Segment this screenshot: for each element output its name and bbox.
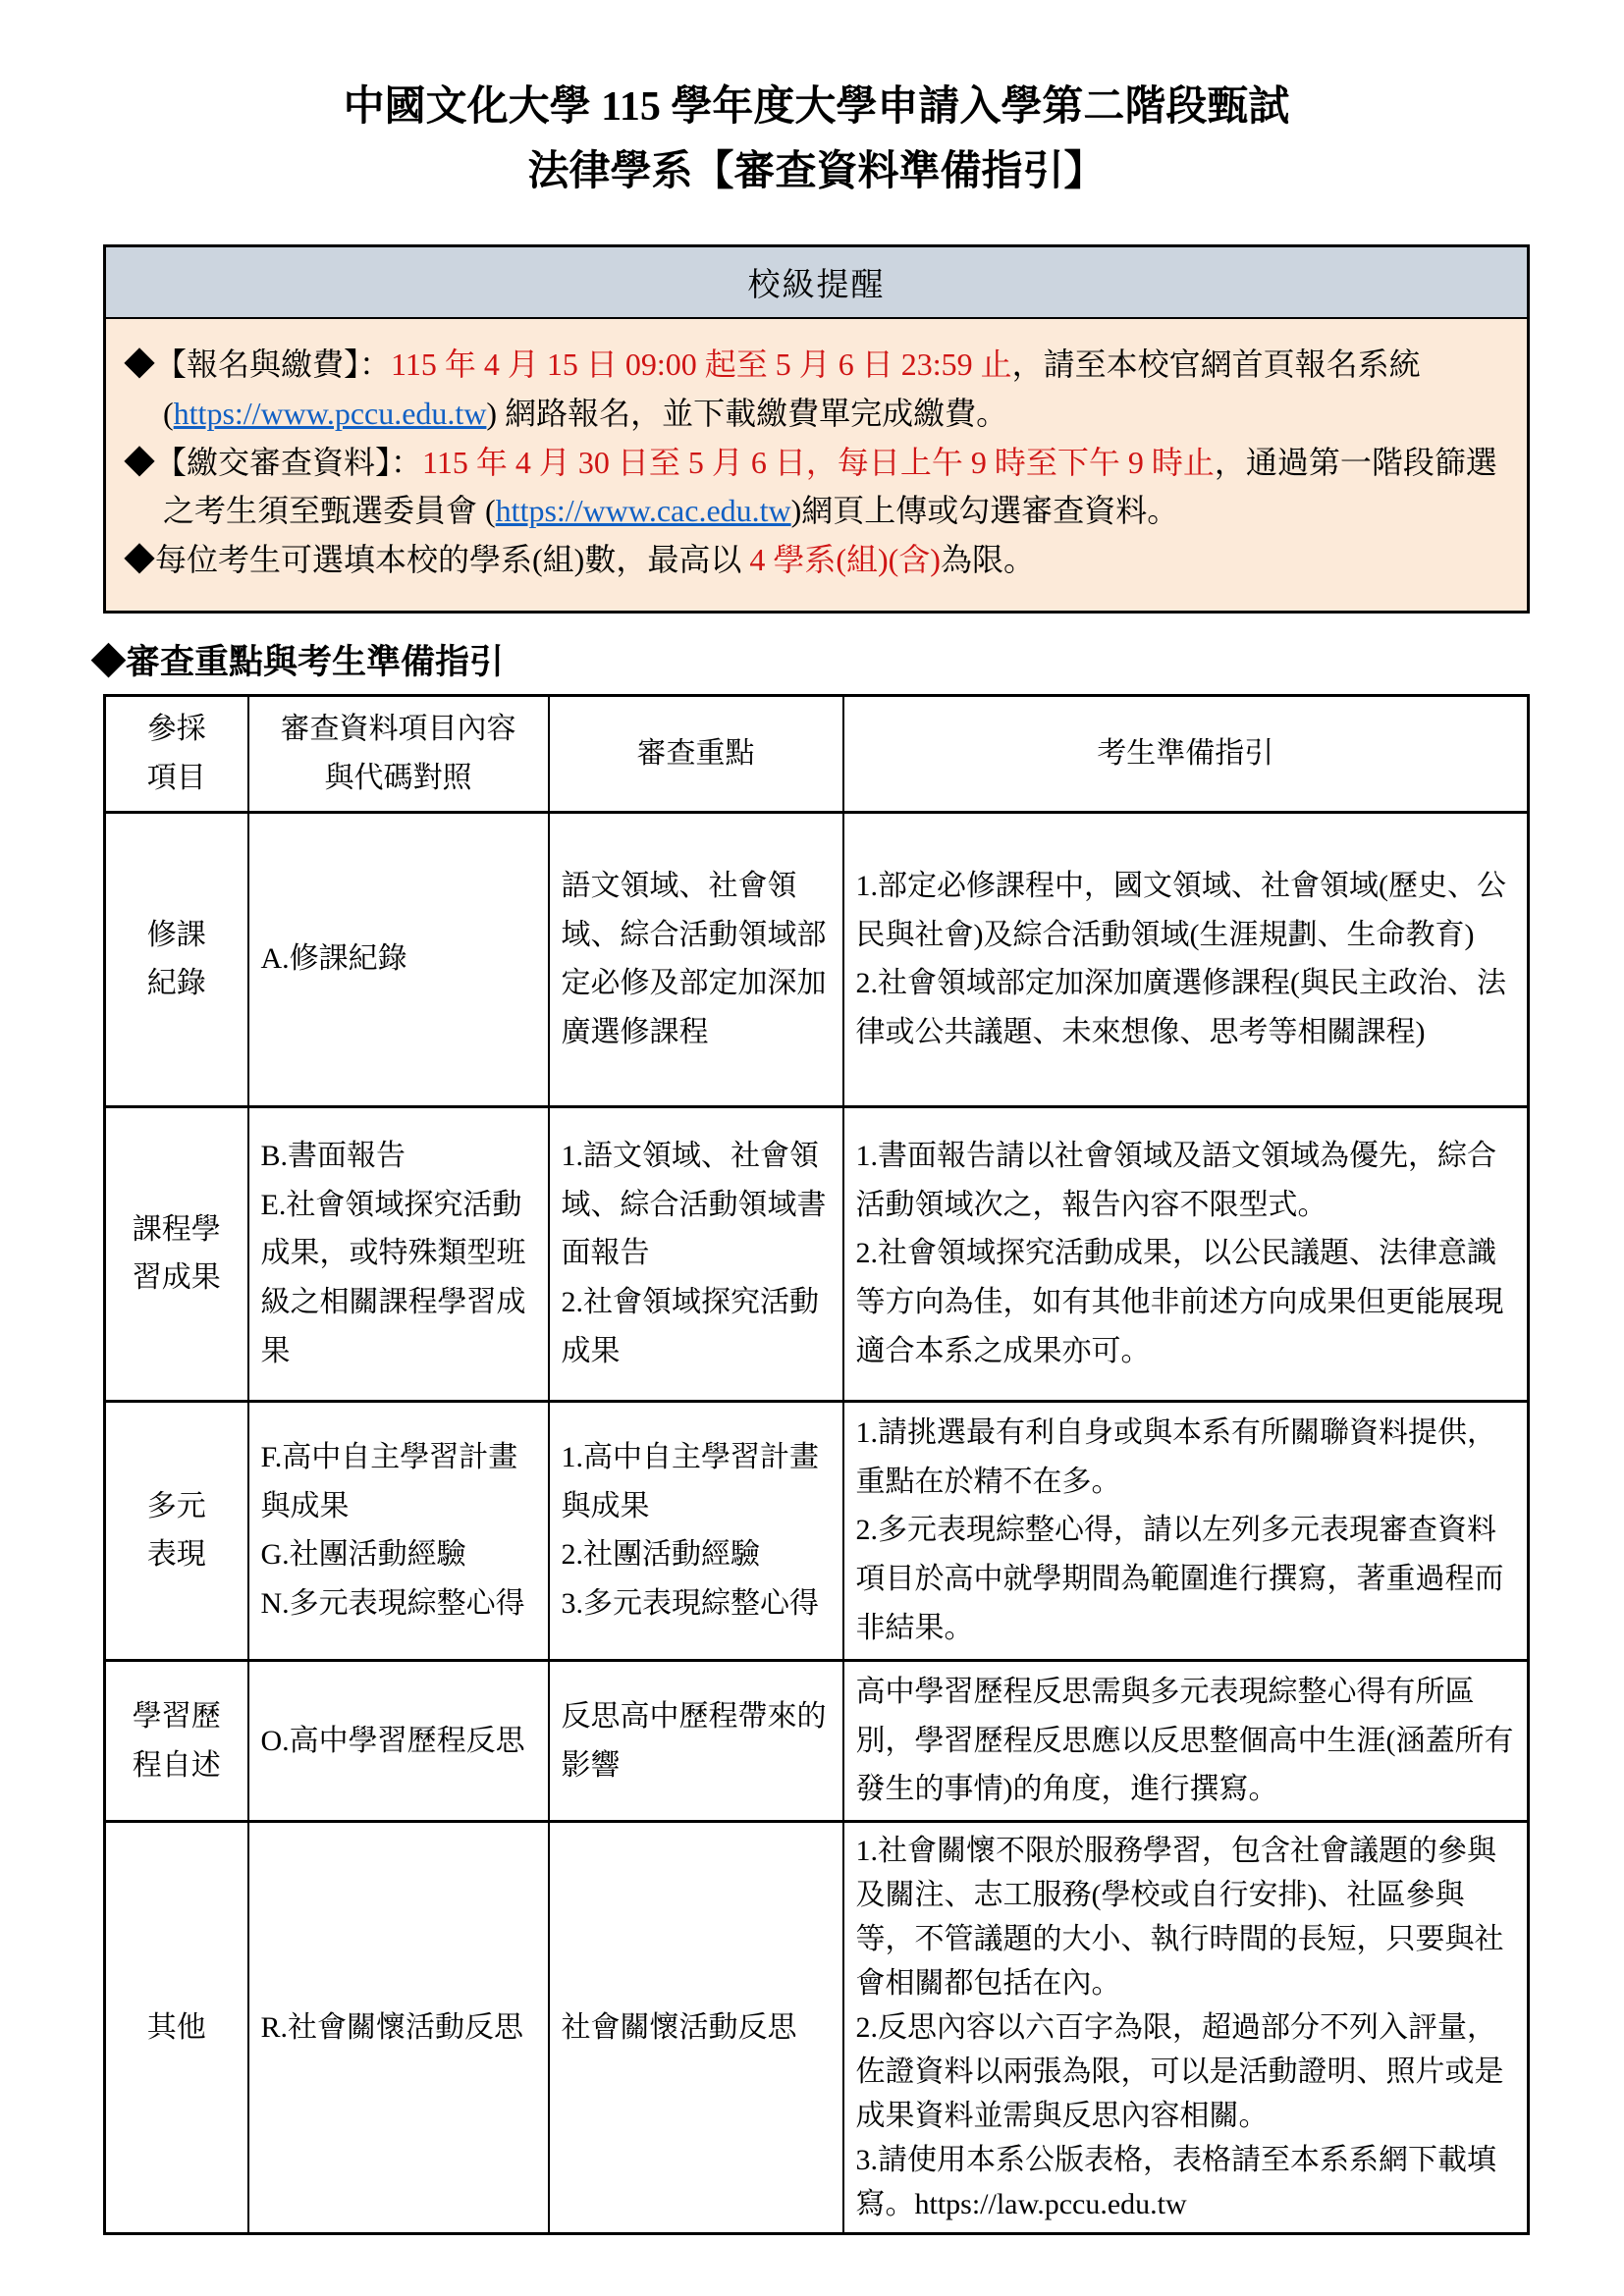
- paragraph: 其他: [146, 2010, 206, 2044]
- cell-preparation-guide: [843, 1106, 1529, 1401]
- paragraph: 高中學習歷程反思需與多元表現綜整心得有所區別，學習歷程反思應以反思整個高中生涯(涵蓋所有發生的事情)的角度，進行撰寫。: [855, 1675, 1514, 1806]
- notice-item: [124, 536, 1505, 585]
- paragraph: 習成果: [132, 1261, 221, 1295]
- notice-body: [106, 319, 1527, 612]
- paragraph: B.書面報告: [260, 1139, 406, 1172]
- header-item-category: 參採 項目: [105, 696, 248, 813]
- paragraph: 學習歷: [132, 1699, 221, 1733]
- cell-review-focus: [549, 1106, 843, 1401]
- paragraph: 2.社會領域部定加深加廣選修課程(與民主政治、法律或公共議題、未來想像、思考等相關課程): [855, 967, 1506, 1049]
- review-guidelines-table: [103, 694, 1530, 2235]
- title-line-1: 中國文化大學 115 學年度大學申請入學第二階段甄試: [343, 84, 1290, 130]
- notice-item: [124, 341, 1505, 439]
- cell-review-materials: [248, 1660, 549, 1821]
- paragraph: 課程學: [132, 1212, 221, 1246]
- paragraph: 1.高中自主學習計畫與成果: [561, 1440, 819, 1522]
- paragraph: F.高中自主學習計畫與成果: [260, 1440, 518, 1522]
- header-preparation-guide: 考生準備指引: [843, 696, 1529, 813]
- cell-preparation-guide: [843, 812, 1529, 1106]
- cell-preparation-guide: [843, 1822, 1529, 2234]
- paragraph: 修課: [146, 918, 206, 951]
- table-row: [105, 1106, 1529, 1401]
- paragraph: R.社會關懷活動反思: [260, 2010, 524, 2044]
- paragraph: E.社會領域探究活動成果，或特殊類型班級之相關課程學習成果: [260, 1188, 526, 1368]
- cell-review-focus: [549, 1822, 843, 2234]
- paragraph: 1.部定必修課程中，國文領域、社會領域(歷史、公民與社會)及綜合活動領域(生涯規劃、生命教育): [855, 869, 1506, 951]
- cell-item-category: [105, 1106, 248, 1401]
- text-segment: ◆【報名與繳費】：: [124, 346, 392, 382]
- paragraph: N.多元表現綜整心得: [260, 1587, 525, 1621]
- header-review-materials: 審查資料項目內容 與代碼對照: [248, 696, 549, 813]
- paragraph: 1.書面報告請以社會領域及語文領域為優先，綜合活動領域次之，報告內容不限型式。: [855, 1139, 1496, 1221]
- paragraph: 2.社團活動經驗: [561, 1538, 760, 1572]
- paragraph: G.社團活動經驗: [260, 1538, 466, 1572]
- cell-review-focus: [549, 812, 843, 1106]
- cell-preparation-guide: [843, 1401, 1529, 1660]
- header-review-focus: 審查重點: [549, 696, 843, 813]
- text-segment: )網頁上傳或勾選審查資料。: [790, 493, 1179, 529]
- cell-review-focus: [549, 1401, 843, 1660]
- cell-preparation-guide: [843, 1660, 1529, 1821]
- highlighted-text: 115 年 4 月 30 日至 5 月 6 日，每日上午 9 時至下午 9 時止: [422, 444, 1215, 480]
- paragraph: 紀錄: [146, 967, 206, 1000]
- document-title: [103, 75, 1530, 205]
- notice-header: 校級提醒: [106, 247, 1527, 319]
- text-segment: ，請至本校官網首頁報名系統 (: [163, 346, 1421, 431]
- paragraph: 2.社會領域探究活動成果，以公民議題、法律意識等方向為佳，如有其他非前述方向成果但更能展現適合本系之成果亦可。: [855, 1237, 1504, 1368]
- paragraph: 社會關懷活動反思: [561, 2010, 797, 2044]
- paragraph: A.修課紀錄: [260, 942, 407, 976]
- school-notice-box: [103, 244, 1530, 614]
- table-row: [105, 1822, 1529, 2234]
- paragraph: 3.請使用本系公版表格，表格請至本系系網下載填寫。https://law.pccu.edu.tw: [855, 2144, 1496, 2221]
- text-segment: 為限。: [940, 542, 1035, 578]
- paragraph: 表現: [146, 1538, 206, 1572]
- text-segment: ，通過第一階段篩選之考生須至甄選委員會 (: [163, 444, 1497, 529]
- table-row: [105, 1401, 1529, 1660]
- cell-item-category: [105, 812, 248, 1106]
- cell-review-materials: [248, 1401, 549, 1660]
- text-segment: ◆【繳交審查資料】：: [124, 444, 423, 480]
- cell-review-materials: [248, 1822, 549, 2234]
- paragraph: 反思高中歷程帶來的影響: [561, 1699, 827, 1782]
- cell-review-materials: [248, 1106, 549, 1401]
- cac-website-link[interactable]: https://www.cac.edu.tw: [495, 493, 791, 529]
- table-header-row: [105, 696, 1529, 813]
- paragraph: 語文領域、社會領域、綜合活動領域部定必修及部定加深加廣選修課程: [561, 869, 827, 1049]
- paragraph: 程自述: [132, 1748, 221, 1782]
- cell-item-category: [105, 1401, 248, 1660]
- table-row: [105, 812, 1529, 1106]
- table-row: [105, 1660, 1529, 1821]
- paragraph: 1.請挑選最有利自身或與本系有所關聯資料提供，重點在於精不在多。: [855, 1415, 1496, 1498]
- paragraph: O.高中學習歷程反思: [260, 1724, 525, 1757]
- notice-item: [124, 439, 1505, 537]
- paragraph: 2.多元表現綜整心得，請以左列多元表現審查資料項目於高中就學期間為範圍進行撰寫，著重過程而非結果。: [855, 1514, 1504, 1645]
- pccu-website-link[interactable]: https://www.pccu.edu.tw: [173, 395, 487, 431]
- title-line-2: 法律學系【審查資料準備指引】: [527, 149, 1106, 195]
- text-segment: ) 網路報名，並下載繳費單完成繳費。: [486, 395, 1008, 431]
- paragraph: 2.反思內容以六百字為限，超過部分不列入評量，佐證資料以兩張為限，可以是活動證明、照片或是成果資料並需與反思內容相關。: [855, 2011, 1504, 2133]
- cell-review-materials: [248, 812, 549, 1106]
- paragraph: 2.社會領域探究活動成果: [561, 1286, 819, 1368]
- paragraph: 1.社會關懷不限於服務學習，包含社會議題的參與及關注、志工服務(學校或自行安排)、社區參與等，不管議題的大小、執行時間的長短，只要與社會相關都包括在內。: [855, 1835, 1504, 2001]
- highlighted-text: 115 年 4 月 15 日 09:00 起至 5 月 6 日 23:59 止: [391, 346, 1012, 382]
- cell-item-category: [105, 1660, 248, 1821]
- cell-item-category: [105, 1822, 248, 2234]
- cell-review-focus: [549, 1660, 843, 1821]
- paragraph: 1.語文領域、社會領域、綜合活動領域書面報告: [561, 1139, 827, 1270]
- highlighted-text: 4 學系(組)(含): [749, 542, 941, 578]
- paragraph: 多元: [146, 1489, 206, 1522]
- text-segment: ◆每位考生可選填本校的學系(組)數，最高以: [124, 542, 750, 578]
- section-heading: ◆審查重點與考生準備指引: [91, 643, 505, 682]
- paragraph: 3.多元表現綜整心得: [561, 1587, 819, 1621]
